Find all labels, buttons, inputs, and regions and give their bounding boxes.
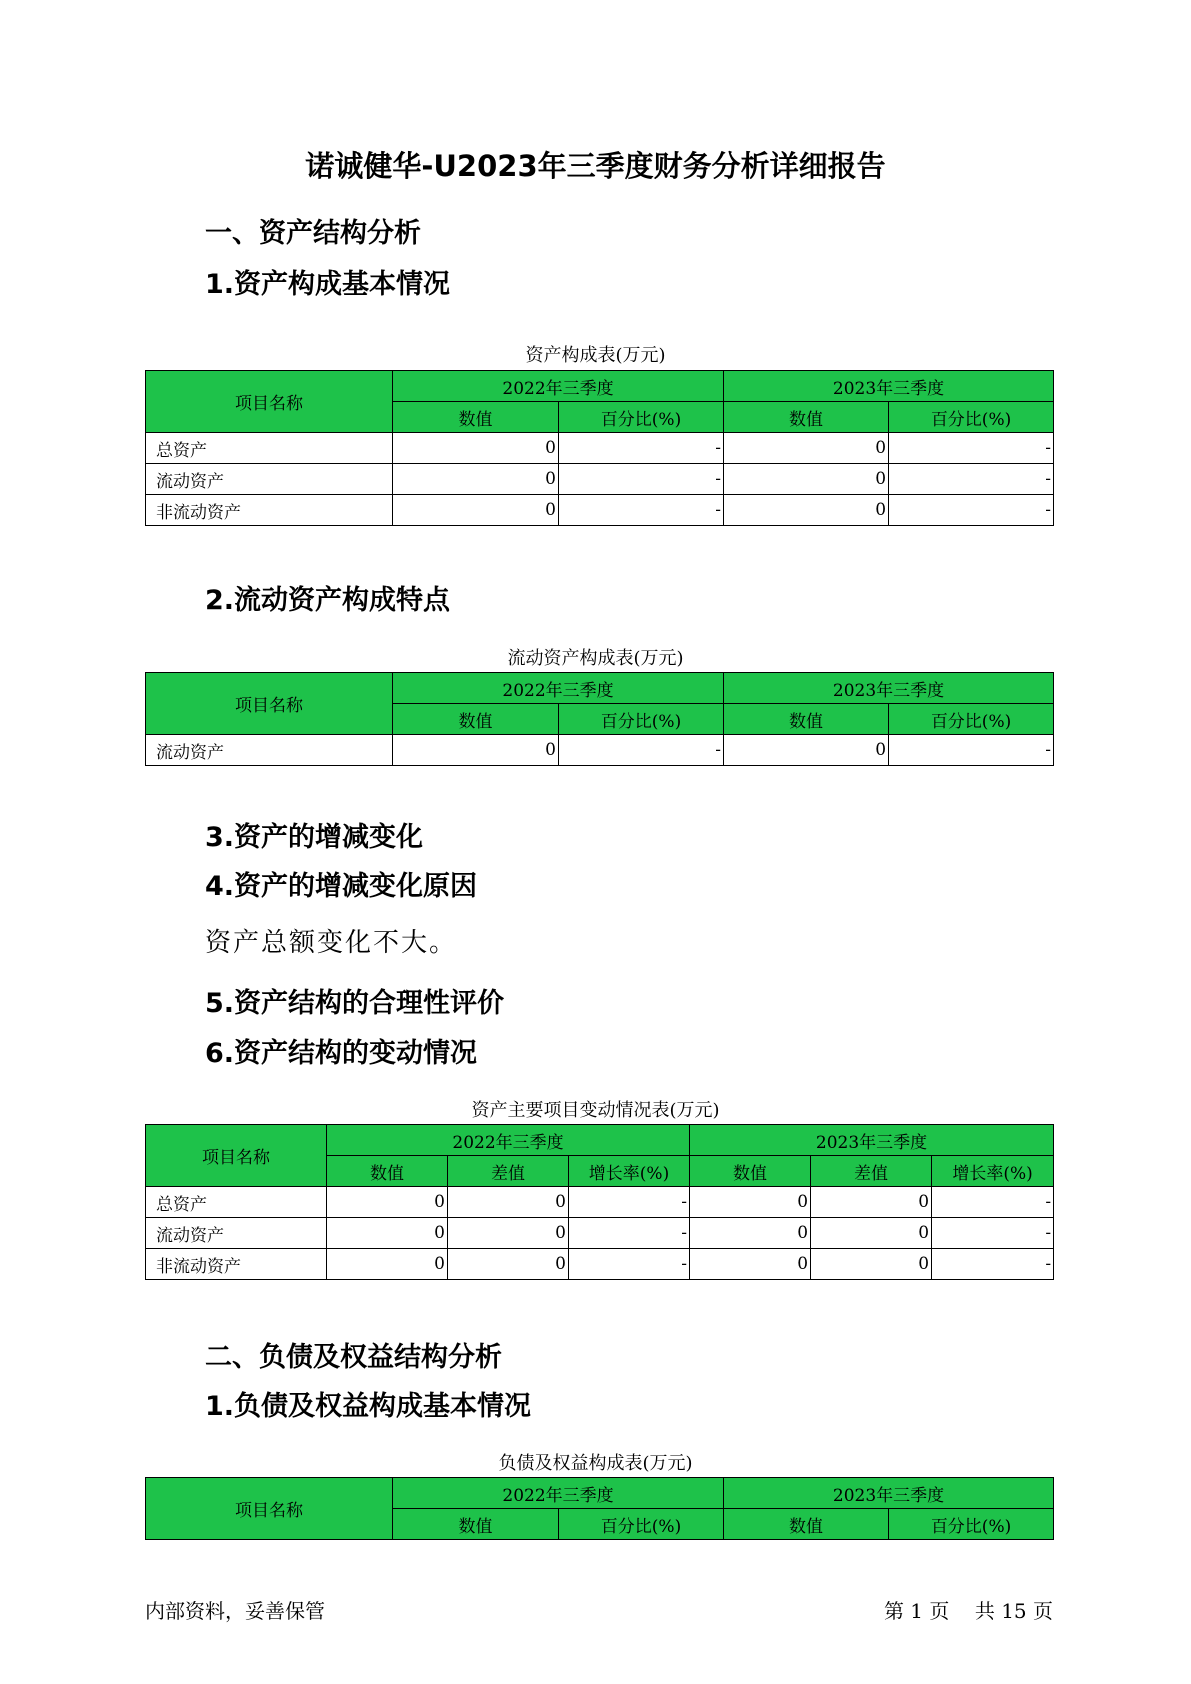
cell-value: 0 <box>690 1249 811 1280</box>
cell-difference: 0 <box>448 1249 569 1280</box>
col-period-2022q3: 2022年三季度 <box>327 1125 690 1156</box>
cell-percent: - <box>559 464 724 495</box>
cell-difference: 0 <box>811 1187 932 1218</box>
cell-percent: - <box>889 464 1054 495</box>
cell-difference: 0 <box>448 1187 569 1218</box>
col-value: 数值 <box>724 402 889 433</box>
row-name: 流动资产 <box>146 464 393 495</box>
table4-caption: 负债及权益构成表(万元) <box>498 1453 693 1474</box>
cell-value: 0 <box>724 735 889 766</box>
cell-difference: 0 <box>448 1218 569 1249</box>
table-row <box>146 1249 1054 1280</box>
table-row <box>146 1187 1054 1218</box>
subsection-liability-equity-composition: 1.负债及权益构成基本情况 <box>205 1391 532 1422</box>
col-percent: 百分比(%) <box>559 704 724 735</box>
cell-difference: 0 <box>811 1218 932 1249</box>
total-prefix: 共 <box>974 1599 995 1623</box>
table-header-row <box>146 371 1054 402</box>
col-percent: 百分比(%) <box>889 402 1054 433</box>
footer-confidential-note: 内部资料，妥善保管 <box>145 1599 325 1623</box>
cell-value: 0 <box>393 464 559 495</box>
col-period-2023q3: 2023年三季度 <box>724 673 1054 704</box>
subsection-asset-change-reason: 4.资产的增减变化原因 <box>205 871 478 902</box>
cell-percent: - <box>889 495 1054 526</box>
row-name: 非流动资产 <box>146 495 393 526</box>
subsection-structure-evaluation: 5.资产结构的合理性评价 <box>205 988 505 1019</box>
col-value: 数值 <box>393 704 559 735</box>
col-period-2022q3: 2022年三季度 <box>393 371 724 402</box>
col-value: 数值 <box>690 1156 811 1187</box>
col-difference: 差值 <box>448 1156 569 1187</box>
col-period-2023q3: 2023年三季度 <box>724 371 1054 402</box>
col-value: 数值 <box>724 704 889 735</box>
cell-percent: - <box>559 433 724 464</box>
cell-value: 0 <box>724 433 889 464</box>
cell-percent: - <box>889 735 1054 766</box>
row-name: 总资产 <box>146 433 393 464</box>
asset-composition-table <box>145 370 1054 526</box>
cell-value: 0 <box>327 1249 448 1280</box>
row-name: 流动资产 <box>146 735 393 766</box>
table3-caption: 资产主要项目变动情况表(万元) <box>471 1100 720 1121</box>
col-percent: 百分比(%) <box>559 1509 724 1540</box>
subsection-asset-change: 3.资产的增减变化 <box>205 822 424 853</box>
col-period-2023q3: 2023年三季度 <box>724 1478 1054 1509</box>
cell-value: 0 <box>690 1187 811 1218</box>
col-value: 数值 <box>393 1509 559 1540</box>
asset-change-table <box>145 1124 1054 1280</box>
col-difference: 差值 <box>811 1156 932 1187</box>
table-row <box>146 495 1054 526</box>
col-growth-rate: 增长率(%) <box>569 1156 690 1187</box>
cell-value: 0 <box>393 495 559 526</box>
cell-value: 0 <box>327 1218 448 1249</box>
cell-value: 0 <box>724 464 889 495</box>
cell-percent: - <box>559 495 724 526</box>
table-row <box>146 433 1054 464</box>
subsection-structure-change: 6.资产结构的变动情况 <box>205 1038 478 1069</box>
col-percent: 百分比(%) <box>889 704 1054 735</box>
section-liability-equity: 二、负债及权益结构分析 <box>205 1342 502 1373</box>
cell-difference: 0 <box>811 1249 932 1280</box>
table-header-row <box>146 673 1054 704</box>
cell-growth-rate: - <box>569 1218 690 1249</box>
table-header-row <box>146 1478 1054 1509</box>
asset-change-reason-text: 资产总额变化不大。 <box>205 928 458 958</box>
col-item-name: 项目名称 <box>146 673 393 735</box>
current-assets-table <box>145 672 1054 766</box>
col-value: 数值 <box>327 1156 448 1187</box>
cell-growth-rate: - <box>932 1187 1054 1218</box>
cell-value: 0 <box>690 1218 811 1249</box>
cell-growth-rate: - <box>932 1249 1054 1280</box>
col-period-2022q3: 2022年三季度 <box>393 673 724 704</box>
cell-percent: - <box>889 433 1054 464</box>
cell-value: 0 <box>327 1187 448 1218</box>
cell-value: 0 <box>393 433 559 464</box>
col-item-name: 项目名称 <box>146 1478 393 1540</box>
col-period-2023q3: 2023年三季度 <box>690 1125 1054 1156</box>
col-percent: 百分比(%) <box>559 402 724 433</box>
col-item-name: 项目名称 <box>146 371 393 433</box>
row-name: 非流动资产 <box>146 1249 327 1280</box>
page-suffix: 页 <box>929 1599 950 1623</box>
total-pages: 15 <box>1001 1599 1027 1623</box>
footer-page-number <box>884 1595 1053 1624</box>
liability-equity-table <box>145 1477 1054 1540</box>
row-name: 流动资产 <box>146 1218 327 1249</box>
page-number: 1 <box>910 1599 924 1623</box>
total-suffix: 页 <box>1033 1599 1053 1623</box>
col-item-name: 项目名称 <box>146 1125 327 1187</box>
cell-percent: - <box>559 735 724 766</box>
table-header-row <box>146 1125 1054 1156</box>
cell-growth-rate: - <box>932 1218 1054 1249</box>
col-value: 数值 <box>724 1509 889 1540</box>
cell-value: 0 <box>724 495 889 526</box>
col-growth-rate: 增长率(%) <box>932 1156 1054 1187</box>
row-name: 总资产 <box>146 1187 327 1218</box>
section-asset-structure: 一、资产结构分析 <box>205 218 421 249</box>
table-row <box>146 735 1054 766</box>
cell-growth-rate: - <box>569 1249 690 1280</box>
table-row <box>146 1218 1054 1249</box>
cell-growth-rate: - <box>569 1187 690 1218</box>
page-prefix: 第 <box>883 1599 904 1623</box>
subsection-asset-composition: 1.资产构成基本情况 <box>205 269 451 300</box>
col-value: 数值 <box>393 402 559 433</box>
report-title: 诺诚健华-U2023年三季度财务分析详细报告 <box>305 149 886 183</box>
col-period-2022q3: 2022年三季度 <box>393 1478 724 1509</box>
subsection-current-assets: 2.流动资产构成特点 <box>205 585 451 616</box>
table-row <box>146 464 1054 495</box>
table2-caption: 流动资产构成表(万元) <box>507 648 684 669</box>
cell-value: 0 <box>393 735 559 766</box>
col-percent: 百分比(%) <box>889 1509 1054 1540</box>
table1-caption: 资产构成表(万元) <box>525 345 666 366</box>
